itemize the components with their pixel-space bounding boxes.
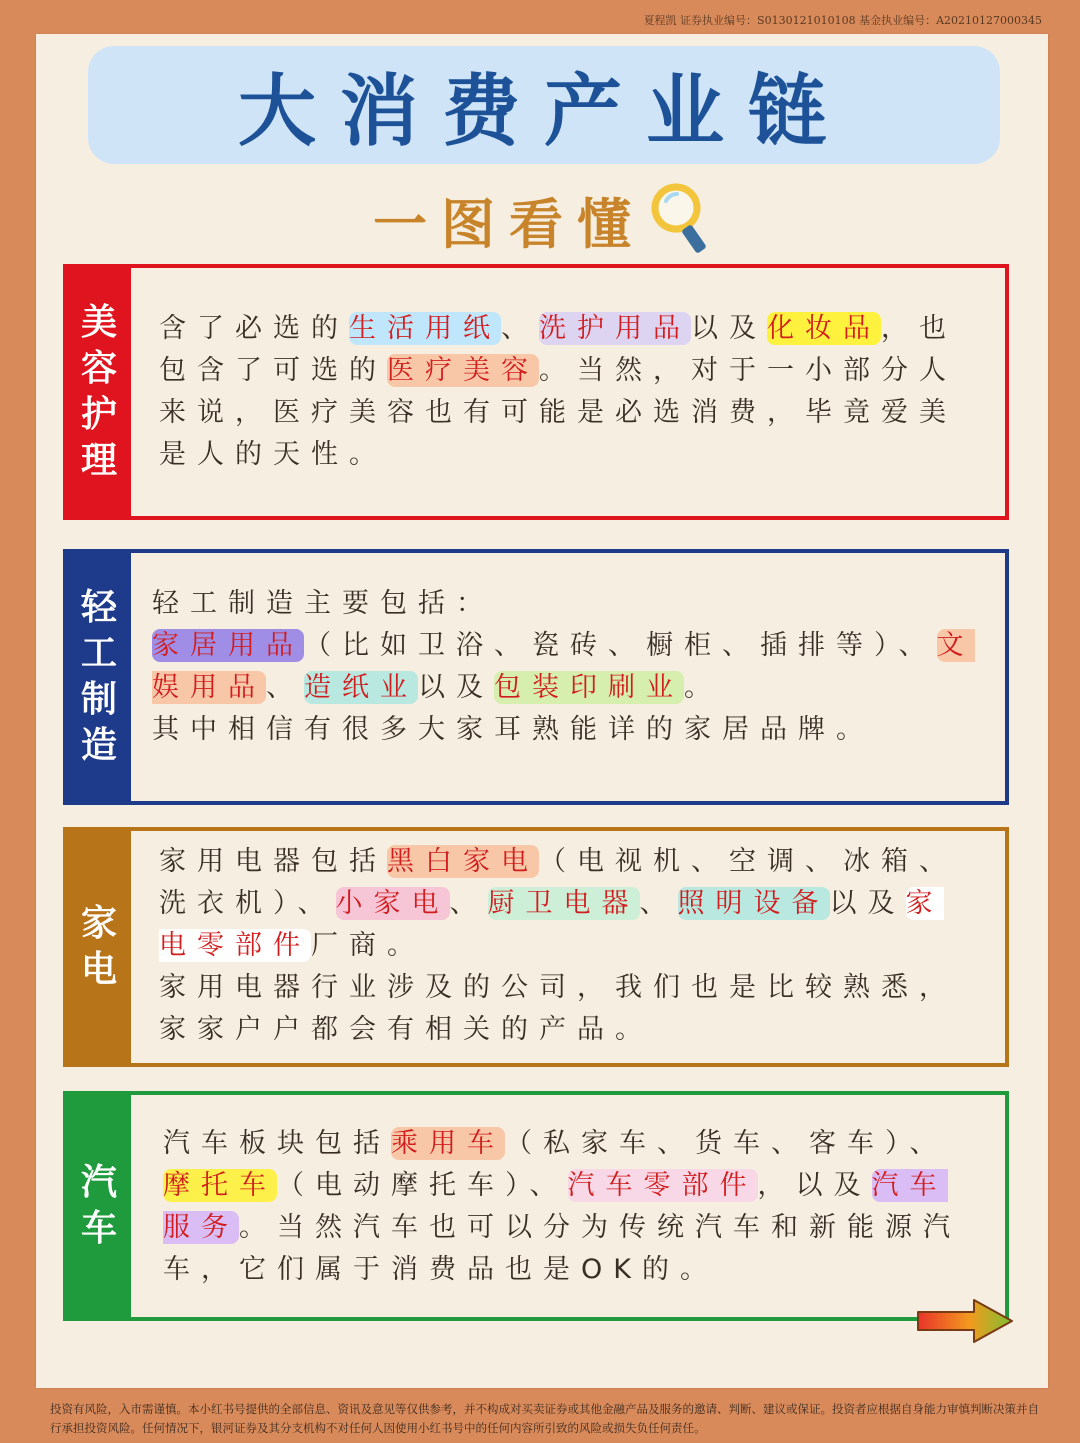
section-tab-light-manufacturing bbox=[67, 553, 131, 801]
magnifier-icon bbox=[649, 181, 711, 259]
section-tab-char: 护 bbox=[80, 394, 117, 435]
section-tab-automotive bbox=[67, 1095, 131, 1317]
highlighted-term: 摩托车 bbox=[163, 1170, 277, 1201]
body-text-segment: 轻工制造主要包括： bbox=[152, 588, 494, 619]
body-text-segment: ，也包含了可选的 bbox=[159, 313, 957, 386]
section-tab-char: 家 bbox=[80, 903, 117, 944]
section-tab-char: 制 bbox=[80, 679, 117, 720]
page-title: 大消费产业链 bbox=[237, 67, 850, 157]
body-text-segment: 、 bbox=[266, 672, 304, 703]
body-text-segment: （比如卫浴、瓷砖、橱柜、插排等）、 bbox=[304, 630, 937, 661]
section-tab-char: 汽 bbox=[80, 1162, 117, 1203]
body-text-segment: 。当然汽车也可以分为传统汽车和新能源汽车，它们属于消费品也是OK的。 bbox=[163, 1212, 961, 1285]
body-text-segment: 家用电器包括 bbox=[159, 846, 387, 877]
section-tab-home-appliances bbox=[67, 831, 131, 1063]
section-tab-char: 造 bbox=[80, 725, 117, 766]
page-subtitle: 一图看懂 bbox=[373, 192, 645, 256]
highlighted-term: 造纸业 bbox=[304, 672, 418, 703]
highlighted-term: 家居用品 bbox=[152, 630, 304, 661]
highlighted-term: 洗护用品 bbox=[539, 313, 691, 344]
body-text-segment: 以及 bbox=[829, 888, 906, 919]
highlighted-term: 文娱用品 bbox=[152, 630, 975, 703]
body-text-segment: 、 bbox=[501, 313, 539, 344]
body-text-segment: 以及 bbox=[691, 313, 767, 344]
arrow-right-icon[interactable] bbox=[916, 1298, 1026, 1344]
highlighted-term: 化妆品 bbox=[767, 313, 881, 344]
section-tab-beauty-care bbox=[67, 268, 131, 516]
body-text-segment: 以及 bbox=[418, 672, 494, 703]
section-tab-char: 电 bbox=[80, 949, 117, 990]
body-text-segment: ，以及 bbox=[757, 1170, 872, 1201]
highlighted-term: 汽车零部件 bbox=[567, 1170, 758, 1201]
body-text-segment: 。 bbox=[684, 672, 722, 703]
section-body-automotive bbox=[163, 1123, 981, 1291]
certification-text: 夏程凯 证券执业编号：S0130121010108 基金执业编号：A20210127000345 bbox=[643, 14, 1042, 27]
body-text-segment: 汽车板块包括 bbox=[163, 1128, 391, 1159]
highlighted-term: 乘用车 bbox=[391, 1128, 505, 1159]
highlighted-term: 照明设备 bbox=[677, 888, 830, 919]
body-text-segment: 家用电器行业涉及的公司，我们也是比较熟悉，家家户户都会有相关的产品。 bbox=[159, 972, 957, 1045]
body-text-segment: （私家车、货车、客车）、 bbox=[505, 1128, 948, 1159]
highlighted-term: 厨卫电器 bbox=[487, 888, 640, 919]
section-tab-char: 容 bbox=[80, 348, 117, 389]
section-beauty-care bbox=[63, 264, 1009, 520]
subtitle-row bbox=[36, 180, 1048, 260]
body-text-segment: 含了必选的 bbox=[159, 313, 349, 344]
highlighted-term: 小家电 bbox=[335, 888, 450, 919]
section-tab-char: 理 bbox=[80, 440, 117, 481]
highlighted-term: 包装印刷业 bbox=[494, 672, 684, 703]
section-light-manufacturing bbox=[63, 549, 1009, 805]
body-text-segment: 厂商。 bbox=[311, 930, 425, 961]
body-text-segment: 。当然，对于一小部分人来说，医疗美容也有可能是必选消费，毕竟爱美是人的天性。 bbox=[159, 355, 957, 470]
body-text-segment: （电视机、空调、冰箱、洗衣机）、 bbox=[159, 846, 957, 919]
highlighted-term: 家电零部件 bbox=[159, 888, 944, 961]
highlighted-term: 黑白家电 bbox=[387, 846, 539, 877]
section-tab-char: 车 bbox=[80, 1208, 117, 1249]
section-body-light-manufacturing bbox=[152, 583, 981, 751]
section-automotive bbox=[63, 1091, 1009, 1321]
body-text-segment: 、 bbox=[449, 888, 488, 919]
highlighted-term: 汽车服务 bbox=[163, 1170, 948, 1243]
section-tab-char: 轻 bbox=[80, 587, 117, 628]
highlighted-term: 生活用纸 bbox=[349, 313, 501, 344]
body-text-segment: （电动摩托车）、 bbox=[277, 1170, 568, 1201]
section-body-beauty-care bbox=[159, 308, 981, 476]
section-tab-char: 工 bbox=[80, 633, 117, 674]
section-body-home-appliances bbox=[159, 841, 981, 1051]
body-text-segment: 、 bbox=[639, 888, 678, 919]
title-banner bbox=[88, 46, 1000, 164]
disclaimer-text: 投资有风险，入市需谨慎。本小红书号提供的全部信息、资讯及意见等仅供参考，并不构成对买卖证券或其他金融产品及服务的邀请、判断、建议或保证。投资者应根据自身能力审慎判断决策并自行承担投资风险。任何情况下，银河证券及其分支机构不对任何人因使用小红书号中的任何内容所引致的风险或损失负任何责任。 bbox=[50, 1402, 1039, 1435]
body-text-segment: 其中相信有很多大家耳熟能详的家居品牌。 bbox=[152, 714, 874, 745]
highlighted-term: 医疗美容 bbox=[387, 355, 539, 386]
section-home-appliances bbox=[63, 827, 1009, 1067]
section-tab-char: 美 bbox=[80, 302, 117, 343]
content-card bbox=[36, 34, 1048, 1388]
